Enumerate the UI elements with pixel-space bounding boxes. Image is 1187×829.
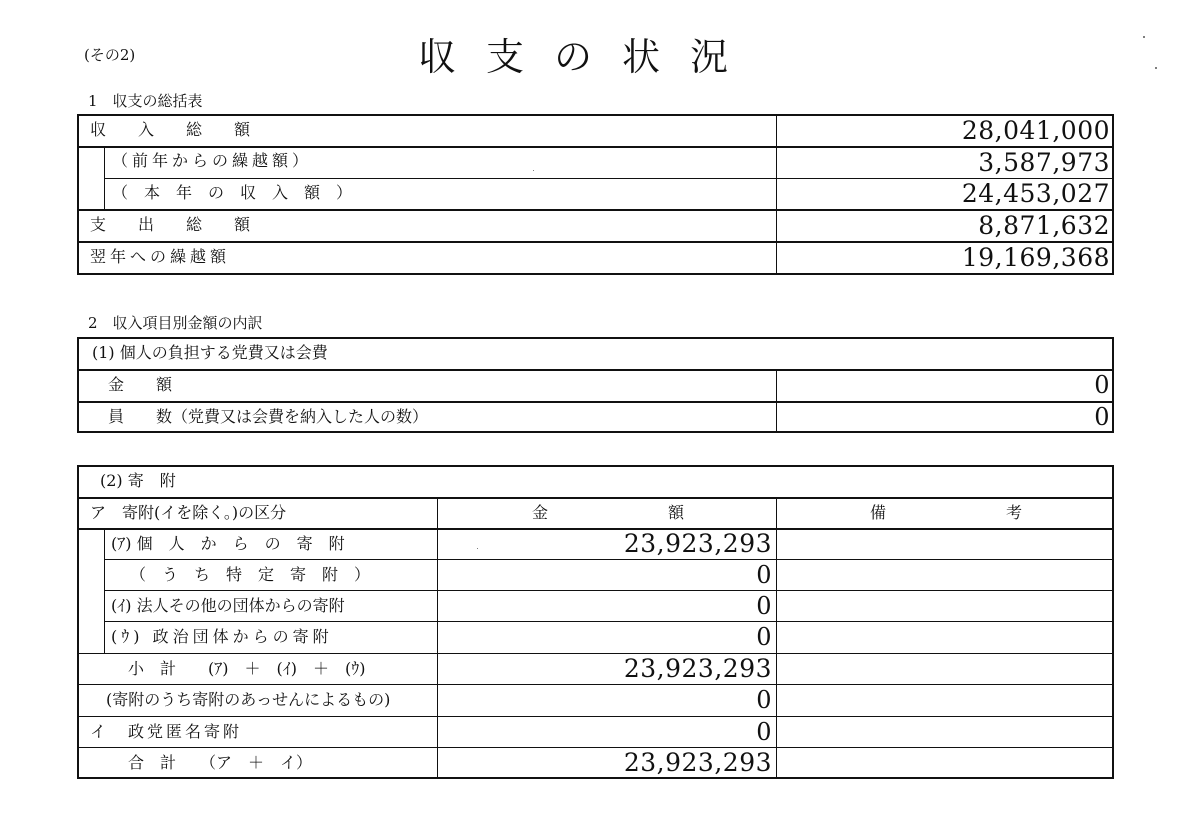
donation-row-value: 23,923,293 — [623, 529, 772, 558]
donation-row-divider — [77, 653, 1114, 654]
donation-subtotal-label: 小 計 (ｱ) ＋ (ｲ) ＋ (ｳ) — [128, 659, 366, 678]
donation-col-header-amount: 額 — [668, 503, 685, 522]
summary-row-label: 翌年への繰越額 — [90, 247, 231, 266]
membership-row-value: 0 — [1094, 371, 1110, 399]
donation-table-title: (2) 寄 附 — [100, 471, 176, 490]
donation-row-value: 0 — [756, 686, 772, 714]
page-title: 収支の状況 — [418, 35, 759, 79]
donation-total-value: 23,923,293 — [623, 748, 772, 777]
donation-row-divider — [77, 716, 1114, 717]
donation-row-label: イ 政党匿名寄附 — [90, 722, 243, 741]
donation-row-value: 0 — [756, 718, 772, 746]
donation-row-label: (寄附のうち寄附のあっせんによるもの) — [106, 690, 391, 709]
donation-row-value: 0 — [756, 592, 772, 620]
scan-speck — [533, 170, 534, 171]
donation-row-divider — [104, 559, 1114, 560]
donation-row-label: (ｳ) 政治団体からの寄附 — [111, 627, 333, 646]
membership-col-divider — [776, 369, 777, 433]
page-subtitle-sono: (その2) — [84, 46, 136, 64]
membership-row-label: 金 額 — [108, 375, 173, 394]
donation-col-header-amount: 金 — [532, 503, 549, 522]
summary-col-divider — [776, 114, 777, 275]
summary-row-value: 24,453,027 — [961, 179, 1110, 208]
donation-row-divider — [104, 621, 1114, 622]
donation-col-divider — [776, 497, 777, 779]
membership-row-label: 員 数（党費又は会費を納入した人の数） — [108, 407, 429, 426]
summary-row-divider — [77, 241, 1114, 243]
summary-row-divider — [77, 146, 1114, 148]
summary-row-label: （ 本 年 の 収 入 額 ） — [112, 183, 353, 202]
donation-row-divider — [77, 684, 1114, 685]
summary-row-value: 28,041,000 — [961, 116, 1110, 145]
membership-row-value: 0 — [1094, 403, 1110, 431]
scan-speck — [1143, 36, 1145, 38]
summary-row-value: 19,169,368 — [961, 243, 1110, 272]
membership-table-title: (1) 個人の負担する党費又は会費 — [92, 343, 328, 362]
donation-total-label: 合 計 （ア ＋ イ） — [128, 753, 313, 772]
donation-col-header-category: ア 寄附(イを除く。)の区分 — [90, 503, 287, 522]
summary-row-label: 収 入 総 額 — [90, 120, 251, 139]
summary-row-value: 3,587,973 — [978, 148, 1110, 177]
donation-col-header-remarks: 備 — [870, 503, 887, 522]
summary-row-divider — [77, 209, 1114, 211]
section2-heading: 2 収入項目別金額の内訳 — [88, 314, 263, 332]
scan-speck — [1155, 67, 1157, 69]
donation-row-label: (ｱ) 個 人 か ら の 寄 附 — [111, 534, 345, 553]
donation-row-value: 0 — [756, 623, 772, 651]
scan-speck — [477, 548, 478, 549]
donation-subtotal-value: 23,923,293 — [623, 654, 772, 683]
summary-row-label: 支 出 総 額 — [90, 215, 251, 234]
section1-heading: 1 収支の総括表 — [88, 92, 203, 110]
donation-row-divider — [104, 590, 1114, 591]
summary-row-value: 8,871,632 — [978, 211, 1110, 240]
donation-row-divider — [77, 747, 1114, 748]
donation-row-divider — [77, 497, 1114, 499]
donation-row-value: 0 — [756, 561, 772, 589]
donation-row-label: （ う ち 特 定 寄 附 ） — [130, 565, 371, 584]
donation-col-header-remarks: 考 — [1006, 503, 1023, 522]
donation-row-label: (ｲ) 法人その他の団体からの寄附 — [111, 596, 345, 615]
summary-row-label: （前年からの繰越額） — [112, 151, 313, 170]
